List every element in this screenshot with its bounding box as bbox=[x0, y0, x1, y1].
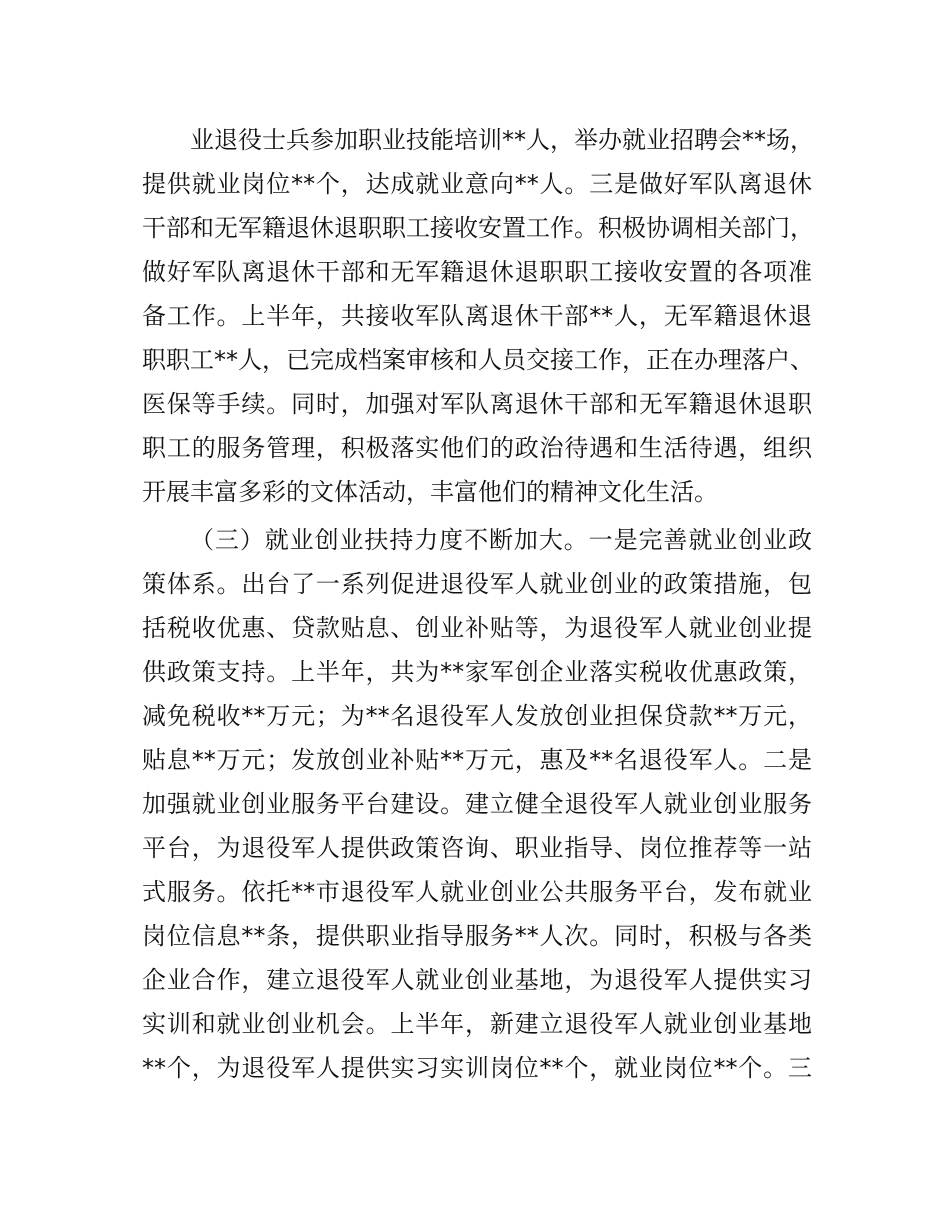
text-line: 减免税收**万元；为**名退役军人发放创业担保贷款**万元， bbox=[142, 702, 812, 730]
text-line: 实训和就业创业机会。上半年，新建立退役军人就业创业基地 bbox=[142, 1010, 812, 1038]
text-line: 医保等手续。同时，加强对军队离退休干部和无军籍退休退职 bbox=[142, 390, 812, 418]
text-line: 岗位信息**条，提供职业指导服务**人次。同时，积极与各类 bbox=[142, 922, 812, 950]
text-line: 加强就业创业服务平台建设。建立健全退役军人就业创业服务 bbox=[142, 790, 812, 818]
text-line: 策体系。出台了一系列促进退役军人就业创业的政策措施，包 bbox=[142, 570, 812, 598]
text-line: 开展丰富多彩的文体活动，丰富他们的精神文化生活。 bbox=[142, 478, 718, 506]
text-line: 平台，为退役军人提供政策咨询、职业指导、岗位推荐等一站 bbox=[142, 834, 812, 862]
text-line: 括税收优惠、贷款贴息、创业补贴等，为退役军人就业创业提 bbox=[142, 614, 812, 642]
section-heading-line: （三）就业创业扶持力度不断加大。一是完善就业创业政 bbox=[190, 526, 812, 554]
text-line: 干部和无军籍退休退职职工接收安置工作。积极协调相关部门， bbox=[142, 214, 814, 242]
text-line: 供政策支持。上半年，共为**家军创企业落实税收优惠政策， bbox=[142, 658, 812, 686]
text-line: **个，为退役军人提供实习实训岗位**个，就业岗位**个。三 bbox=[142, 1054, 812, 1082]
text-line: 职职工**人，已完成档案审核和人员交接工作，正在办理落户、 bbox=[142, 346, 814, 374]
text-line: 职工的服务管理，积极落实他们的政治待遇和生活待遇，组织 bbox=[142, 434, 812, 462]
text-line: 备工作。上半年，共接收军队离退休干部**人，无军籍退休退 bbox=[142, 302, 812, 330]
text-line: 贴息**万元；发放创业补贴**万元，惠及**名退役军人。二是 bbox=[142, 746, 812, 774]
text-line: 企业合作，建立退役军人就业创业基地，为退役军人提供实习 bbox=[142, 966, 812, 994]
text-line: 式服务。依托**市退役军人就业创业公共服务平台，发布就业 bbox=[142, 878, 812, 906]
text-line: 提供就业岗位**个，达成就业意向**人。三是做好军队离退休 bbox=[142, 170, 812, 198]
text-line: 做好军队离退休干部和无军籍退休退职职工接收安置的各项准 bbox=[142, 258, 812, 286]
text-line: 业退役士兵参加职业技能培训**人，举办就业招聘会**场， bbox=[190, 126, 814, 154]
